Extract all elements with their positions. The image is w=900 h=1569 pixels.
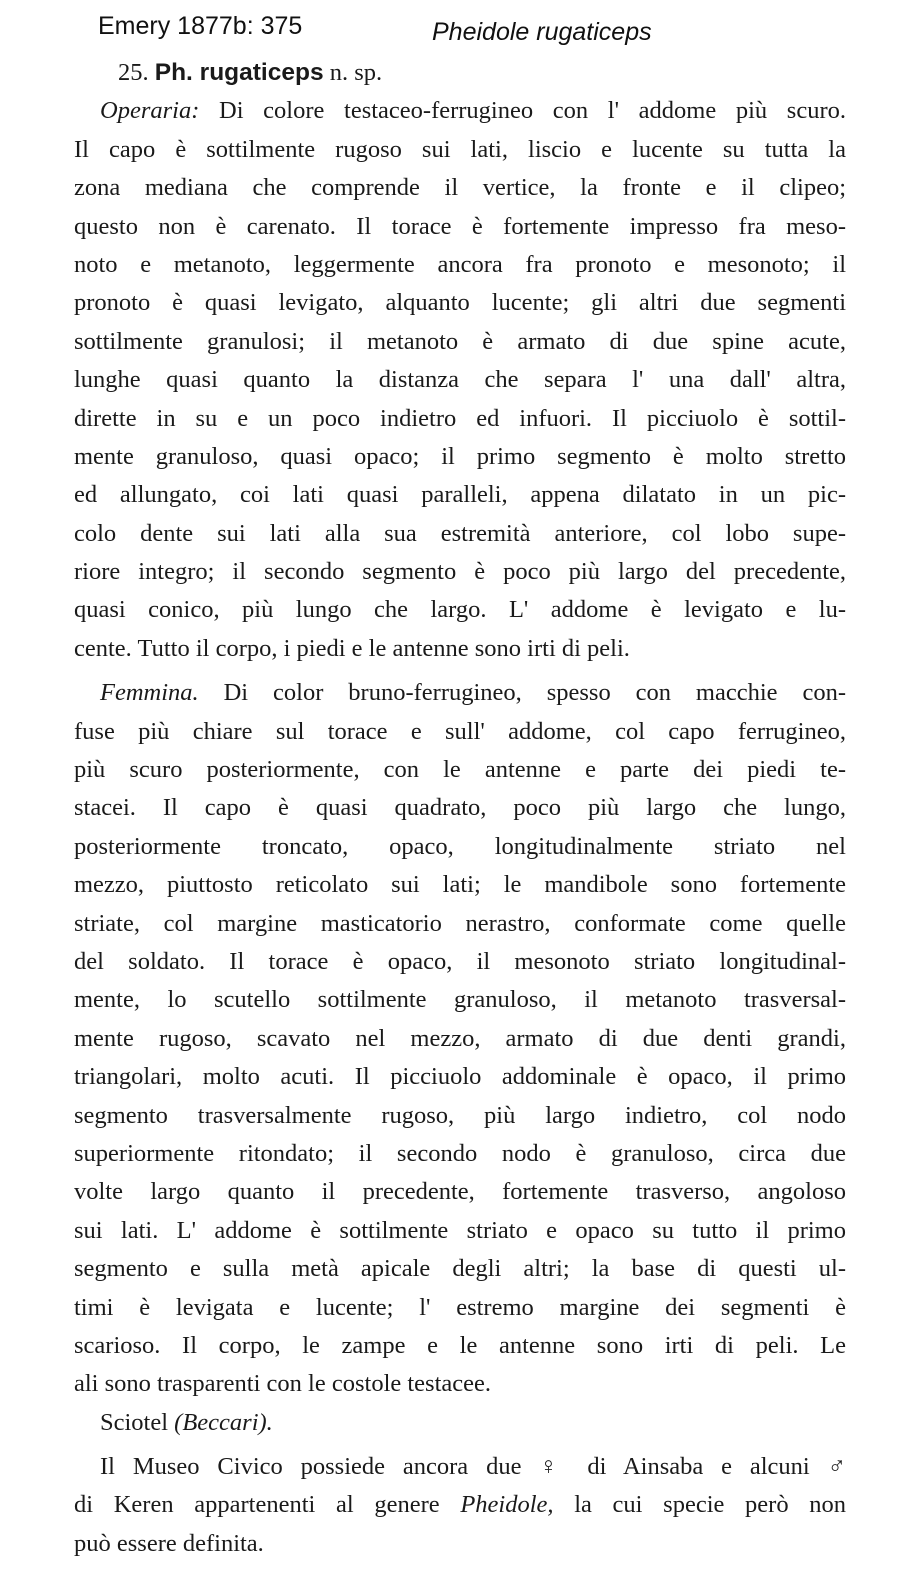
text-line: sui lati. L' addome è sottilmente striato e opaco su tutto il primo: [74, 1216, 846, 1244]
text-line: ali sono trasparenti con le costole testacee.: [74, 1370, 492, 1398]
text-line: mezzo, piuttosto reticolato sui lati; le mandibole sono fortemente: [74, 871, 846, 899]
text-line: riore integro; il secondo segmento è poco più largo del precedente,: [74, 558, 846, 586]
text-line: questo non è carenato. Il torace è fortemente impresso fra meso-: [74, 212, 846, 240]
locality-collector: (Beccari).: [174, 1408, 273, 1436]
female-paragraph: [74, 674, 846, 1403]
text-line: può essere definita.: [74, 1529, 264, 1557]
description-text: [74, 54, 846, 1563]
worker-heading: Operaria:: [100, 97, 200, 125]
text-line: striate, col margine masticatorio nerastro, conformate come quelle: [74, 909, 846, 937]
text-line: segmento trasversalmente rugoso, più largo indietro, col nodo: [74, 1101, 846, 1129]
text-line: segmento e sulla metà apicale degli altri; la base di questi ul-: [74, 1255, 846, 1283]
text-line: noto e metanoto, leggermente ancora fra pronoto e mesonoto; il: [74, 250, 846, 278]
text-line: sottilmente granulosi; il metanoto è armato di due spine acute,: [74, 327, 846, 355]
species-suffix: n. sp.: [329, 59, 383, 86]
citation-label: Emery 1877b: 375: [98, 12, 303, 40]
species-label: Pheidole rugaticeps: [432, 18, 652, 46]
text-line: stacei. Il capo è quasi quadrato, poco più largo che lungo,: [74, 794, 846, 822]
locality-line: [74, 1404, 846, 1442]
text-line: volte largo quanto il precedente, fortemente trasverso, angoloso: [74, 1178, 846, 1206]
text-line: fuse più chiare sul torace e sull' addome, col capo ferrugineo,: [74, 717, 846, 745]
text-line: Il Museo Civico possiede ancora due ♀ di Ainsaba e alcuni ♂: [100, 1453, 846, 1481]
text-line: triangolari, molto acuti. Il picciuolo addominale è opaco, il primo: [74, 1063, 846, 1091]
female-first-line: Femmina. Di color bruno-ferrugineo, spesso con macchie con-: [100, 679, 847, 707]
text-line: quasi conico, più lungo che largo. L' addome è levigato e lu-: [74, 596, 846, 624]
female-heading: Femmina.: [100, 679, 199, 707]
text-line: zona mediana che comprende il vertice, la fronte e il clipeo;: [74, 174, 846, 202]
text-line: scarioso. Il corpo, le zampe e le antenne sono irti di peli. Le: [74, 1331, 846, 1359]
species-name: Ph. rugaticeps: [154, 59, 324, 86]
text-line: mente, lo scutello sottilmente granuloso, il metanoto trasversal-: [74, 986, 846, 1014]
text-line: posteriormente troncato, opaco, longitudinalmente striato nel: [74, 832, 846, 860]
species-title: [74, 54, 846, 92]
locality-place: Sciotel: [100, 1408, 169, 1436]
genus-name: Pheidole,: [460, 1491, 554, 1519]
text-line: pronoto è quasi levigato, alquanto lucente; gli altri due segmenti: [74, 289, 846, 317]
text-line: timi è levigata e lucente; l' estremo margine dei segmenti è: [74, 1293, 846, 1321]
text-line: dirette in su e un poco indietro ed infuori. Il picciuolo è sottil-: [74, 404, 846, 432]
text-line: di Keren appartenenti al genere Pheidole, la cui specie però non: [74, 1491, 847, 1519]
text-line: colo dente sui lati alla sua estremità anteriore, col lobo supe-: [74, 519, 846, 547]
text-line: mente granuloso, quasi opaco; il primo segmento è molto stretto: [74, 442, 846, 470]
text-line: ed allungato, coi lati quasi paralleli, appena dilatato in un pic-: [74, 481, 846, 509]
text-line: del soldato. Il torace è opaco, il mesonoto striato longitudinal-: [74, 947, 846, 975]
text-line: mente rugoso, scavato nel mezzo, armato di due denti grandi,: [74, 1024, 846, 1052]
species-number: 25.: [118, 59, 149, 86]
text-line: Il capo è sottilmente rugoso sui lati, liscio e lucente su tutta la: [74, 135, 846, 163]
text-line: superiormente ritondato; il secondo nodo è granuloso, circa due: [74, 1139, 846, 1167]
text-line: più scuro posteriormente, con le antenne e parte dei piedi te-: [74, 756, 846, 784]
worker-paragraph: [74, 92, 846, 668]
worker-first-line: Operaria: Di colore testaceo-ferrugineo con l' addome più scuro.: [100, 97, 847, 125]
note-paragraph: [74, 1448, 846, 1563]
text-line: cente. Tutto il corpo, i piedi e le antenne sono irti di peli.: [74, 634, 630, 662]
text-line: lunghe quasi quanto la distanza che separa l' una dall' altra,: [74, 366, 846, 394]
